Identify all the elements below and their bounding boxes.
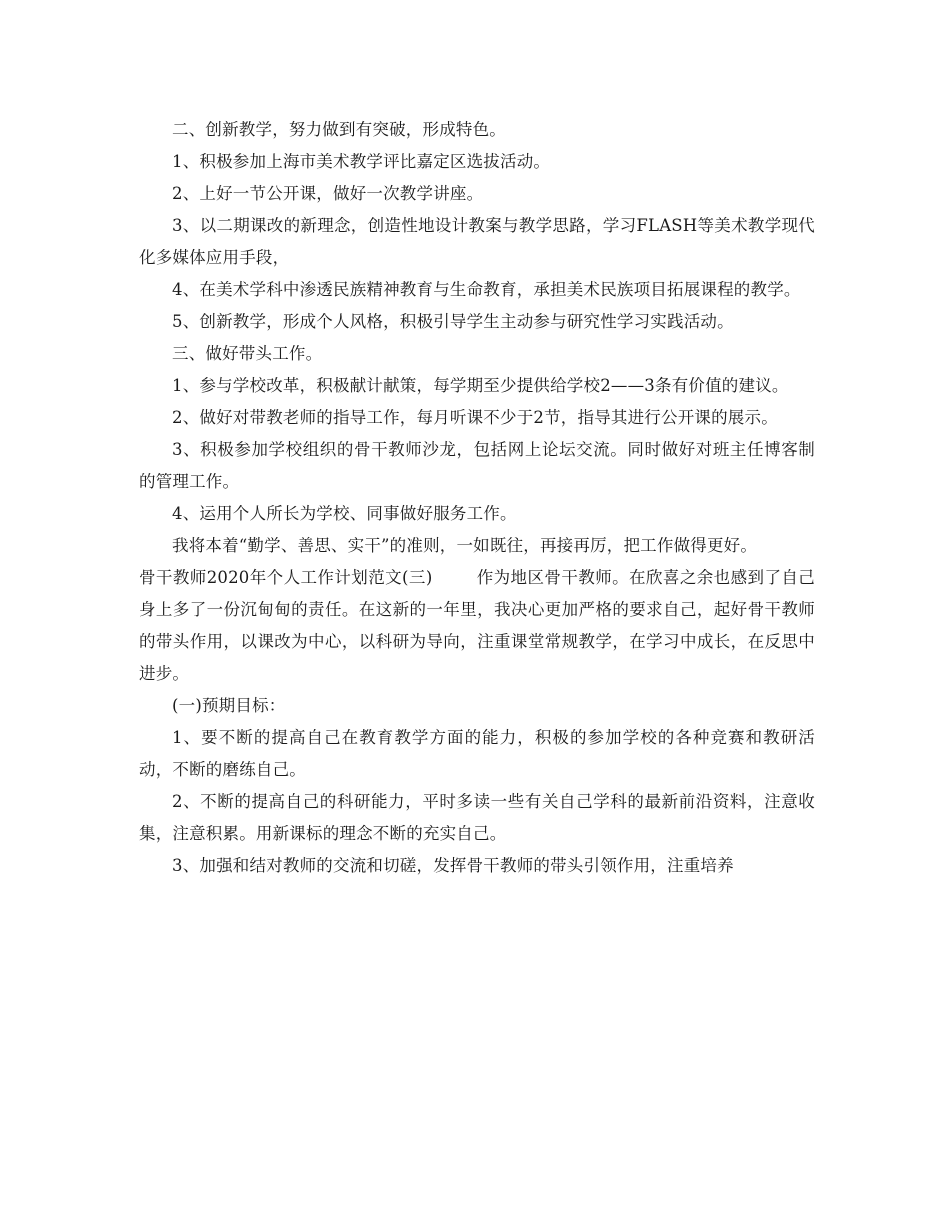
section-paragraph [139,562,815,690]
paragraph: 2、不断的提高自己的科研能力，平时多读一些有关自己学科的最新前沿资料，注意收集，注意积累。用新课标的理念不断的充实自己。 [139,792,815,843]
paragraph: 三、做好带头工作。 [172,344,323,363]
section-intro: 作为地区骨干教师。在欣喜之余也感到了自己身上多了一份沉甸甸的责任。在这新的一年里，我决心更加严格的要求自己，起好骨干教师的带头作用，以课改为中心，以科研为导向，注重课堂常规教学，在学习中成长，在反思中进步。 [139,568,815,683]
paragraph: 3、加强和结对教师的交流和切磋，发挥骨干教师的带头引领作用，注重培养 [172,856,734,875]
paragraph: 3、积极参加学校组织的骨干教师沙龙，包括网上论坛交流。同时做好对班主任博客制的管理工作。 [139,440,815,491]
paragraph: 4、在美术学科中渗透民族精神教育与生命教育，承担美术民族项目拓展课程的教学。 [172,280,801,299]
paragraph: 4、运用个人所长为学校、同事做好服务工作。 [172,504,517,523]
paragraph: 2、上好一节公开课，做好一次教学讲座。 [172,184,484,203]
paragraph: (一)预期目标： [172,696,286,715]
paragraph: 1、要不断的提高自己在教育教学方面的能力，积极的参加学校的各种竞赛和教研活动，不断的磨练自己。 [139,728,815,779]
paragraph: 5、创新教学，形成个人风格，积极引导学生主动参与研究性学习实践活动。 [172,312,734,331]
paragraph: 1、积极参加上海市美术教学评比嘉定区选拔活动。 [172,152,551,171]
document-body [139,114,815,882]
paragraph: 1、参与学校改革，积极献计献策，每学期至少提供给学校2——3条有价值的建议。 [172,376,789,395]
section-title: 骨干教师2020年个人工作计划范文(三) [139,568,433,587]
paragraph: 3、以二期课改的新理念，创造性地设计教案与教学思路，学习FLASH等美术教学现代化多媒体应用手段， [139,216,815,267]
paragraph: 2、做好对带教老师的指导工作，每月听课不少于2节，指导其进行公开课的展示。 [172,408,778,427]
paragraph: 我将本着“勤学、善思、实干”的准则，一如既往，再接再厉，把工作做得更好。 [172,536,758,555]
paragraph: 二、创新教学，努力做到有突破，形成特色。 [172,120,506,139]
